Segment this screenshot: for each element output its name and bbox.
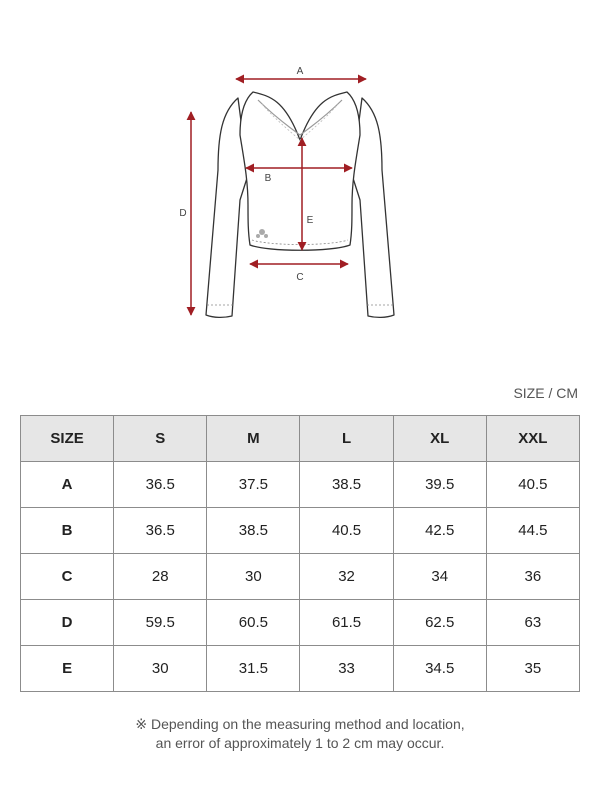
table-cell: 38.5 xyxy=(207,508,300,554)
row-label: A xyxy=(21,462,114,508)
header-cell: L xyxy=(300,416,393,462)
table-cell: 31.5 xyxy=(207,646,300,692)
table-cell: 39.5 xyxy=(393,462,486,508)
table-row xyxy=(21,508,580,554)
table-cell: 61.5 xyxy=(300,600,393,646)
table-cell: 37.5 xyxy=(207,462,300,508)
measure-b-label: B xyxy=(264,173,272,184)
measurement-note xyxy=(0,715,600,753)
measure-d-label: D xyxy=(179,208,187,219)
table-cell: 36.5 xyxy=(114,508,207,554)
table-cell: 33 xyxy=(300,646,393,692)
table-cell: 32 xyxy=(300,554,393,600)
header-cell: S xyxy=(114,416,207,462)
table-row xyxy=(21,462,580,508)
table-row xyxy=(21,554,580,600)
measure-c-label: C xyxy=(296,272,304,283)
table-row xyxy=(21,600,580,646)
table-cell: 30 xyxy=(114,646,207,692)
table-cell: 38.5 xyxy=(300,462,393,508)
header-cell: XL xyxy=(393,416,486,462)
size-table xyxy=(20,415,580,692)
table-cell: 59.5 xyxy=(114,600,207,646)
table-cell: 60.5 xyxy=(207,600,300,646)
table-row xyxy=(21,646,580,692)
row-label: B xyxy=(21,508,114,554)
table-cell: 63 xyxy=(486,600,579,646)
table-cell: 36 xyxy=(486,554,579,600)
row-label: E xyxy=(21,646,114,692)
shirt-outline xyxy=(206,92,394,317)
table-cell: 34 xyxy=(393,554,486,600)
table-cell: 28 xyxy=(114,554,207,600)
garment-measurement-diagram xyxy=(0,0,600,360)
measure-e-label: E xyxy=(306,215,314,226)
measure-a-label: A xyxy=(296,66,304,77)
table-cell: 40.5 xyxy=(300,508,393,554)
row-label: C xyxy=(21,554,114,600)
header-cell: SIZE xyxy=(21,416,114,462)
table-cell: 42.5 xyxy=(393,508,486,554)
table-cell: 62.5 xyxy=(393,600,486,646)
header-cell: M xyxy=(207,416,300,462)
header-cell: XXL xyxy=(486,416,579,462)
note-line-2: an error of approximately 1 to 2 cm may occur. xyxy=(155,735,445,751)
row-label: D xyxy=(21,600,114,646)
table-cell: 30 xyxy=(207,554,300,600)
table-cell: 40.5 xyxy=(486,462,579,508)
unit-label: SIZE / CM xyxy=(513,385,578,401)
table-header-row xyxy=(21,416,580,462)
note-line-1: ※ Depending on the measuring method and location, xyxy=(135,716,465,732)
table-cell: 35 xyxy=(486,646,579,692)
table-cell: 44.5 xyxy=(486,508,579,554)
table-cell: 34.5 xyxy=(393,646,486,692)
table-cell: 36.5 xyxy=(114,462,207,508)
